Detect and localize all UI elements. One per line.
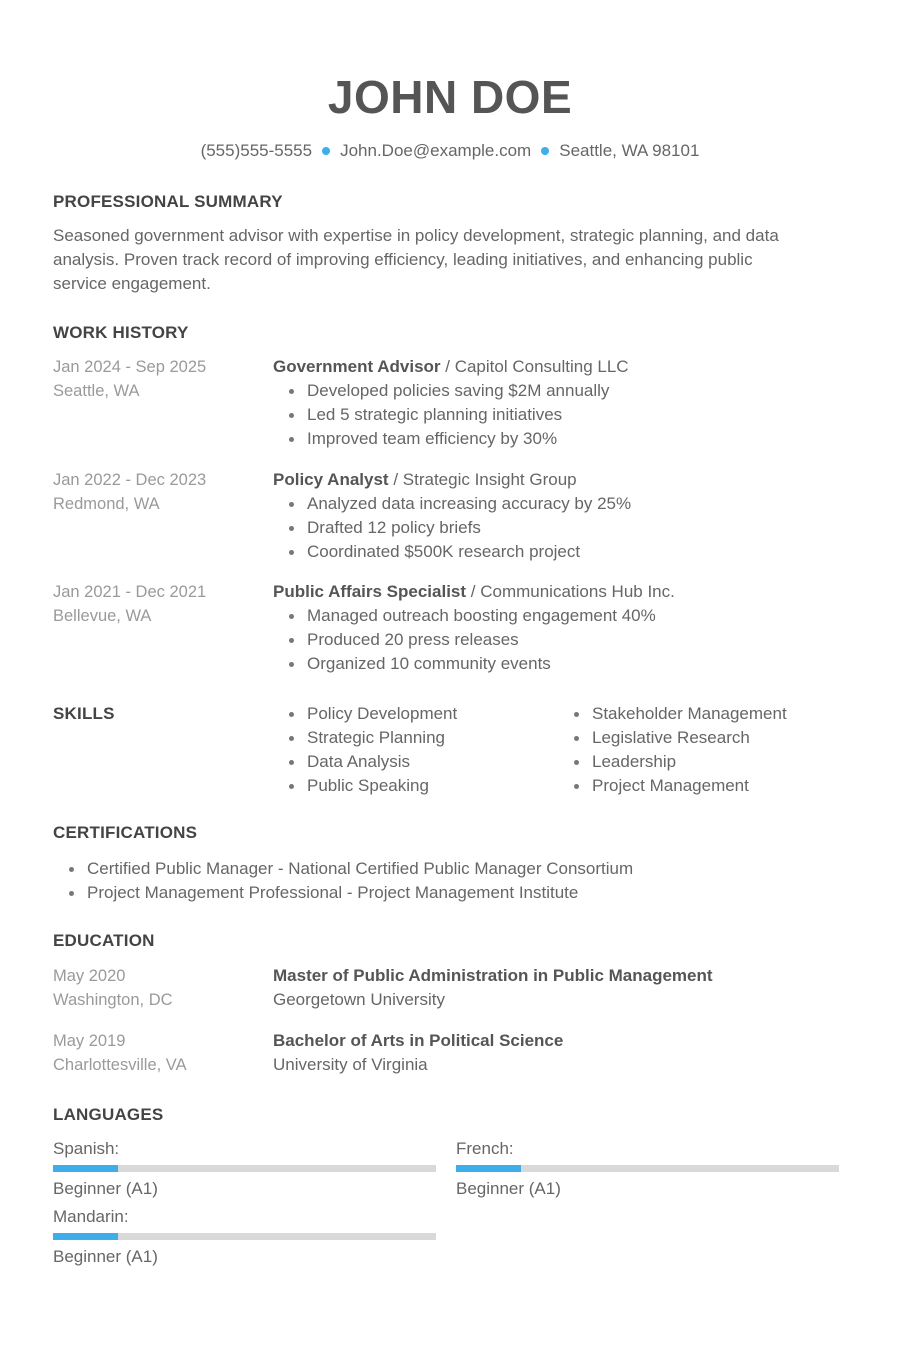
education-meta — [53, 1029, 263, 1077]
language-item — [53, 1138, 436, 1200]
education-meta — [53, 964, 263, 1012]
skills-heading: SKILLS — [53, 704, 115, 723]
email-address: John.Doe@example.com — [340, 141, 532, 160]
job-details — [273, 580, 833, 676]
education-date: May 2019 — [53, 1032, 126, 1050]
skill-item: Data Analysis — [307, 750, 553, 774]
language-level: Beginner (A1) — [53, 1247, 158, 1266]
education-date: May 2020 — [53, 967, 126, 985]
language-name: French: — [456, 1139, 514, 1158]
language-name: Mandarin: — [53, 1207, 129, 1226]
education-degree: Bachelor of Arts in Political Science — [273, 1031, 564, 1050]
job-company: / Communications Hub Inc. — [466, 582, 675, 601]
language-proficiency-fill — [53, 1233, 118, 1240]
skill-item: Strategic Planning — [307, 726, 553, 750]
job-dates: Jan 2024 - Sep 2025 — [53, 358, 207, 376]
job-details — [273, 355, 833, 451]
language-name: Spanish: — [53, 1139, 120, 1158]
education-location: Washington, DC — [53, 991, 173, 1009]
job-location: Redmond, WA — [53, 495, 160, 513]
certifications-heading: CERTIFICATIONS — [53, 823, 198, 842]
language-level: Beginner (A1) — [53, 1179, 158, 1198]
skills-list — [273, 702, 553, 798]
language-item — [53, 1206, 436, 1268]
phone-number: (555)555-5555 — [200, 141, 313, 160]
job-meta — [53, 355, 263, 403]
location-text: Seattle, WA 98101 — [559, 141, 700, 160]
language-proficiency-bar — [53, 1165, 436, 1172]
job-company: / Strategic Insight Group — [388, 470, 577, 489]
job-title: Policy Analyst — [273, 470, 389, 489]
job-bullets — [273, 604, 833, 676]
candidate-name: JOHN DOE — [327, 71, 573, 123]
language-level: Beginner (A1) — [456, 1179, 561, 1198]
separator-dot-icon — [322, 147, 330, 155]
certifications-bullets — [53, 857, 843, 905]
skills-list — [558, 702, 858, 798]
summary-text — [53, 224, 843, 296]
job-bullet: Coordinated $500K research project — [307, 540, 833, 564]
work-history-heading: WORK HISTORY — [53, 323, 189, 342]
summary-line: service engagement. — [53, 274, 211, 293]
skill-item: Stakeholder Management — [592, 702, 858, 726]
job-bullet: Developed policies saving $2M annually — [307, 379, 833, 403]
education-location: Charlottesville, VA — [53, 1056, 187, 1074]
language-proficiency-bar — [456, 1165, 839, 1172]
language-proficiency-fill — [53, 1165, 118, 1172]
job-dates: Jan 2022 - Dec 2023 — [53, 471, 207, 489]
skill-item: Policy Development — [307, 702, 553, 726]
education-details — [273, 964, 833, 1012]
education-degree: Master of Public Administration in Public Management — [273, 966, 713, 985]
job-meta — [53, 580, 263, 628]
summary-heading: PROFESSIONAL SUMMARY — [53, 192, 283, 211]
job-bullet: Improved team efficiency by 30% — [307, 427, 833, 451]
skills-column — [558, 702, 858, 798]
job-details — [273, 468, 833, 564]
education-heading: EDUCATION — [53, 931, 155, 950]
job-bullet: Led 5 strategic planning initiatives — [307, 403, 833, 427]
language-item — [456, 1138, 839, 1200]
languages-heading: LANGUAGES — [53, 1105, 164, 1124]
job-meta — [53, 468, 263, 516]
skill-item: Leadership — [592, 750, 858, 774]
language-proficiency-bar — [53, 1233, 436, 1240]
contact-line — [0, 141, 900, 161]
job-location: Seattle, WA — [53, 382, 140, 400]
education-details — [273, 1029, 833, 1077]
job-bullet: Organized 10 community events — [307, 652, 833, 676]
summary-line: analysis. Proven track record of improving efficiency, leading initiatives, and enhancing public — [53, 250, 753, 269]
job-bullet: Managed outreach boosting engagement 40% — [307, 604, 833, 628]
job-bullet: Analyzed data increasing accuracy by 25% — [307, 492, 833, 516]
job-bullets — [273, 492, 833, 564]
skill-item: Legislative Research — [592, 726, 858, 750]
certification-item: Project Management Professional - Project Management Institute — [87, 881, 843, 905]
job-dates: Jan 2021 - Dec 2021 — [53, 583, 207, 601]
job-company: / Capitol Consulting LLC — [440, 357, 629, 376]
language-proficiency-fill — [456, 1165, 521, 1172]
job-title: Public Affairs Specialist — [273, 582, 467, 601]
education-school: University of Virginia — [273, 1055, 428, 1074]
skills-column — [273, 702, 553, 798]
certification-item: Certified Public Manager - National Certified Public Manager Consortium — [87, 857, 843, 881]
job-bullet: Drafted 12 policy briefs — [307, 516, 833, 540]
skill-item: Public Speaking — [307, 774, 553, 798]
job-title: Government Advisor — [273, 357, 441, 376]
summary-line: Seasoned government advisor with expertise in policy development, strategic planning, and data — [53, 226, 779, 245]
job-bullets — [273, 379, 833, 451]
job-location: Bellevue, WA — [53, 607, 152, 625]
skill-item: Project Management — [592, 774, 858, 798]
separator-dot-icon — [541, 147, 549, 155]
job-bullet: Produced 20 press releases — [307, 628, 833, 652]
certifications-list — [53, 857, 843, 905]
education-school: Georgetown University — [273, 990, 445, 1009]
